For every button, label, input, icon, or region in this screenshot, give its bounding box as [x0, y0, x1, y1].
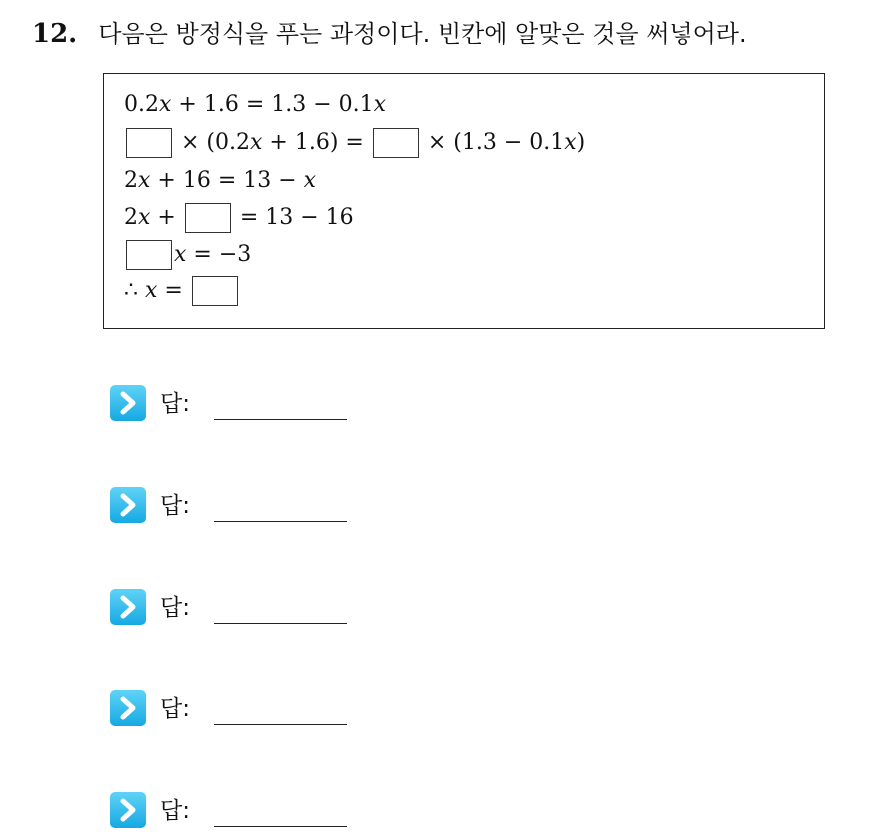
chevron-right-icon: [110, 792, 146, 828]
question-text: 다음은 방정식을 푸는 과정이다. 빈칸에 알맞은 것을 써넣어라.: [98, 20, 747, 48]
chevron-right-icon: [110, 385, 146, 421]
answer-blank-line[interactable]: [214, 521, 347, 522]
blank-box[interactable]: [373, 128, 419, 158]
equation-step-2: × (0.2x + 1.6) = × (1.3 − 0.1x): [124, 128, 585, 158]
answer-blank-line[interactable]: [214, 826, 347, 827]
blank-box[interactable]: [185, 203, 231, 233]
blank-box[interactable]: [192, 276, 238, 306]
equation-step-5: x = −3: [124, 240, 251, 270]
question-header: [32, 14, 747, 49]
chevron-right-icon: [110, 690, 146, 726]
answer-label: 답:: [160, 696, 190, 722]
question-number: 12.: [32, 19, 78, 49]
chevron-right-icon: [110, 589, 146, 625]
answer-label: 답:: [160, 798, 190, 824]
answer-label: 답:: [160, 391, 190, 417]
equation-step-3: 2x + 16 = 13 − x: [124, 168, 317, 193]
equation-step-6: ∴ x =: [124, 276, 240, 306]
equation-box: [103, 73, 825, 329]
equation-step-1: 0.2x + 1.6 = 1.3 − 0.1x: [124, 92, 387, 117]
blank-box[interactable]: [126, 240, 172, 270]
answer-blank-line[interactable]: [214, 724, 347, 725]
answer-blank-line[interactable]: [214, 419, 347, 420]
answer-blank-line[interactable]: [214, 623, 347, 624]
chevron-right-icon: [110, 487, 146, 523]
blank-box[interactable]: [126, 128, 172, 158]
answer-label: 답:: [160, 595, 190, 621]
equation-step-4: 2x + = 13 − 16: [124, 203, 354, 233]
answer-label: 답:: [160, 493, 190, 519]
